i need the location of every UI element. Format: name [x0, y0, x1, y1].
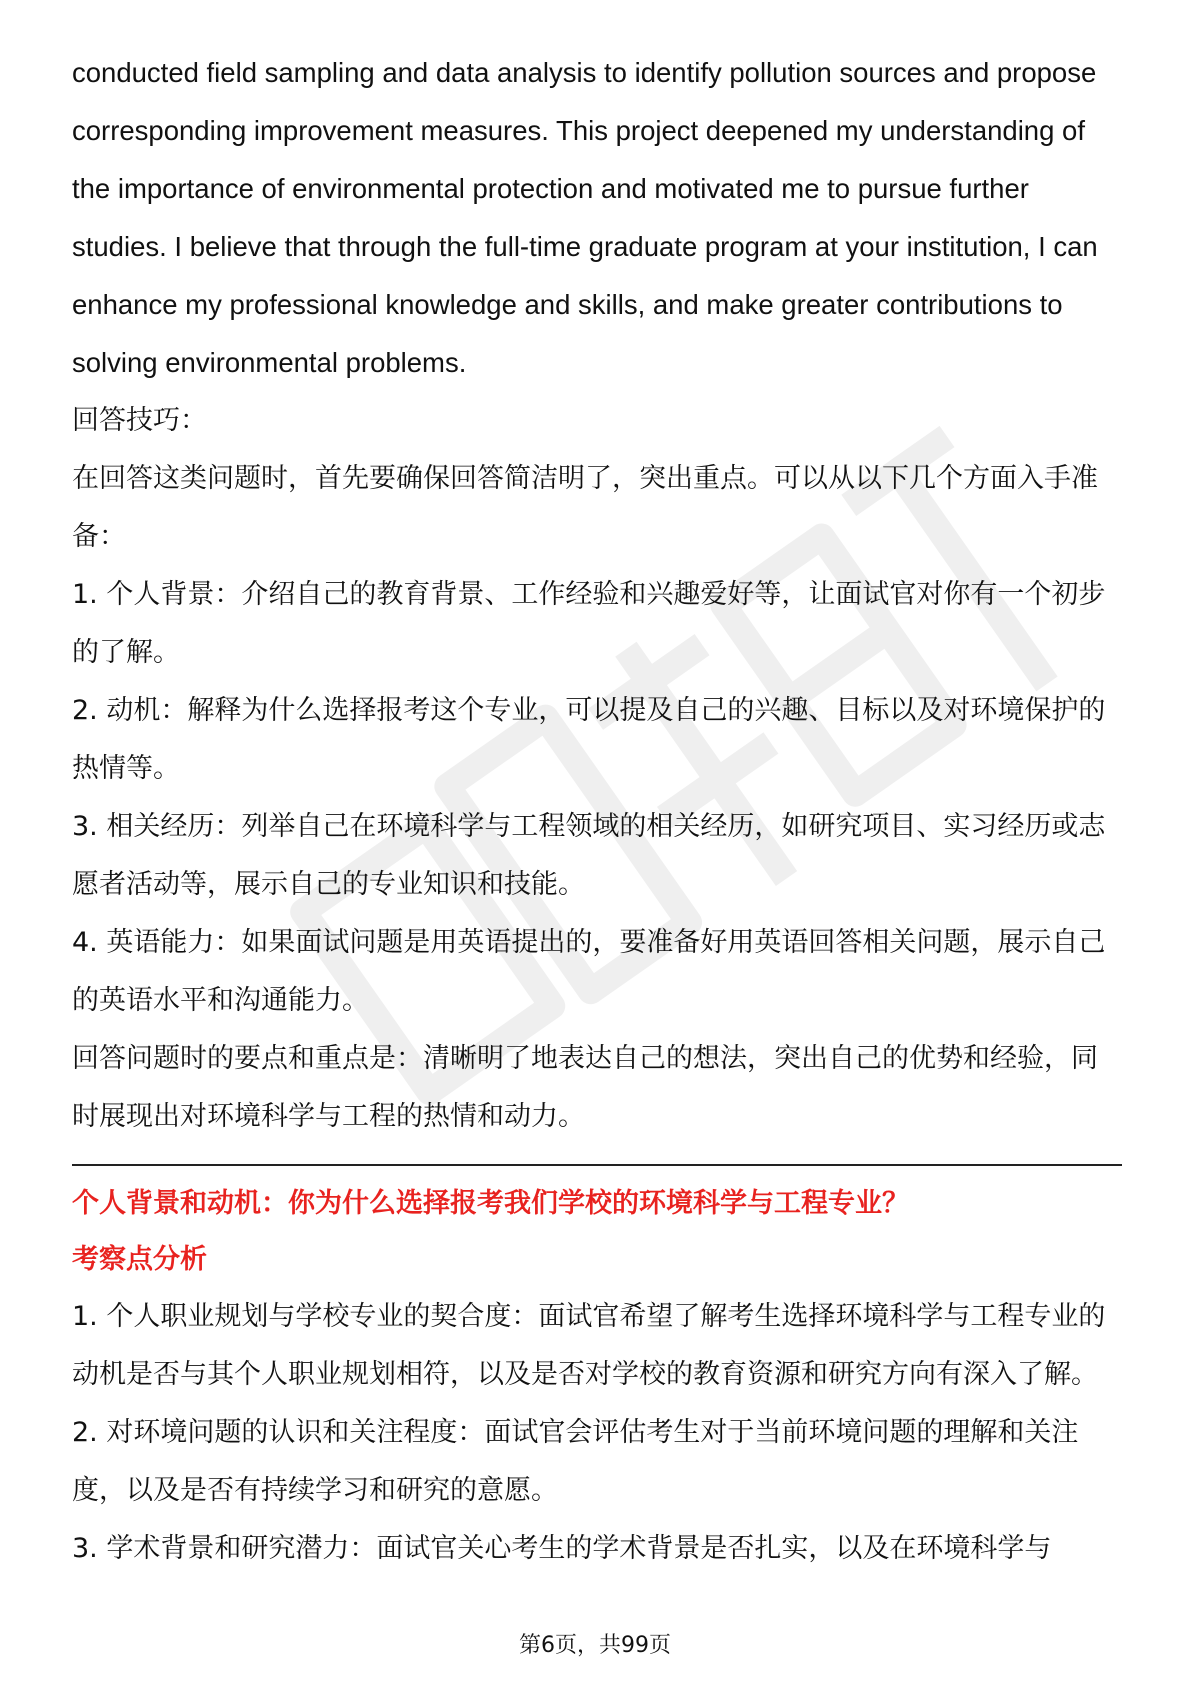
tips-item: 3. 相关经历：列举自己在环境科学与工程领域的相关经历，如研究项目、实习经历或志愿者活动等，展示自己的专业知识和技能。: [72, 811, 1106, 900]
tips-item: 4. 英语能力：如果面试问题是用英语提出的，要准备好用英语回答相关问题，展示自己的英语水平和沟通能力。: [72, 927, 1106, 1016]
page-indicator: 第6页，共99页: [519, 1633, 671, 1658]
section-divider: [72, 1164, 1122, 1166]
tips-item: 1. 个人背景：介绍自己的教育背景、工作经验和兴趣爱好等，让面试官对你有一个初步的了解。: [72, 579, 1106, 668]
analysis-item: 1. 个人职业规划与学校专业的契合度：面试官希望了解考生选择环境科学与工程专业的动机是否与其个人职业规划相符，以及是否对学校的教育资源和研究方向有深入了解。: [72, 1301, 1106, 1390]
tips-item: 2. 动机：解释为什么选择报考这个专业，可以提及自己的兴趣、目标以及对环境保护的热情等。: [72, 695, 1106, 784]
analysis-item: 3. 学术背景和研究潜力：面试官关心考生的学术背景是否扎实，以及在环境科学与: [72, 1533, 1052, 1564]
analysis-item: 2. 对环境问题的认识和关注程度：面试官会评估考生对于当前环境问题的理解和关注度，以及是否有持续学习和研究的意愿。: [72, 1417, 1079, 1506]
tips-intro: 在回答这类问题时，首先要确保回答简洁明了，突出重点。可以从以下几个方面入手准备：: [72, 463, 1098, 552]
analysis-label: 考察点分析: [72, 1244, 207, 1275]
question-title: 个人背景和动机：你为什么选择报考我们学校的环境科学与工程专业？: [72, 1188, 909, 1219]
document-body: [72, 44, 1122, 1578]
tips-summary: 回答问题时的要点和重点是：清晰明了地表达自己的想法，突出自己的优势和经验，同时展现出对环境科学与工程的热情和动力。: [72, 1043, 1098, 1132]
tips-label: 回答技巧：: [72, 405, 207, 436]
intro-paragraph: conducted field sampling and data analysis to identify pollution sources and propose corresponding improvement measures. This project deepened my understanding of the importance of environmental protection and motivated me to pursue further studies. I believe that through the full-time graduate program at your institution, I can enhance my professional knowledge and skills, and make greater contributions to solving environmental problems.: [72, 57, 1098, 378]
